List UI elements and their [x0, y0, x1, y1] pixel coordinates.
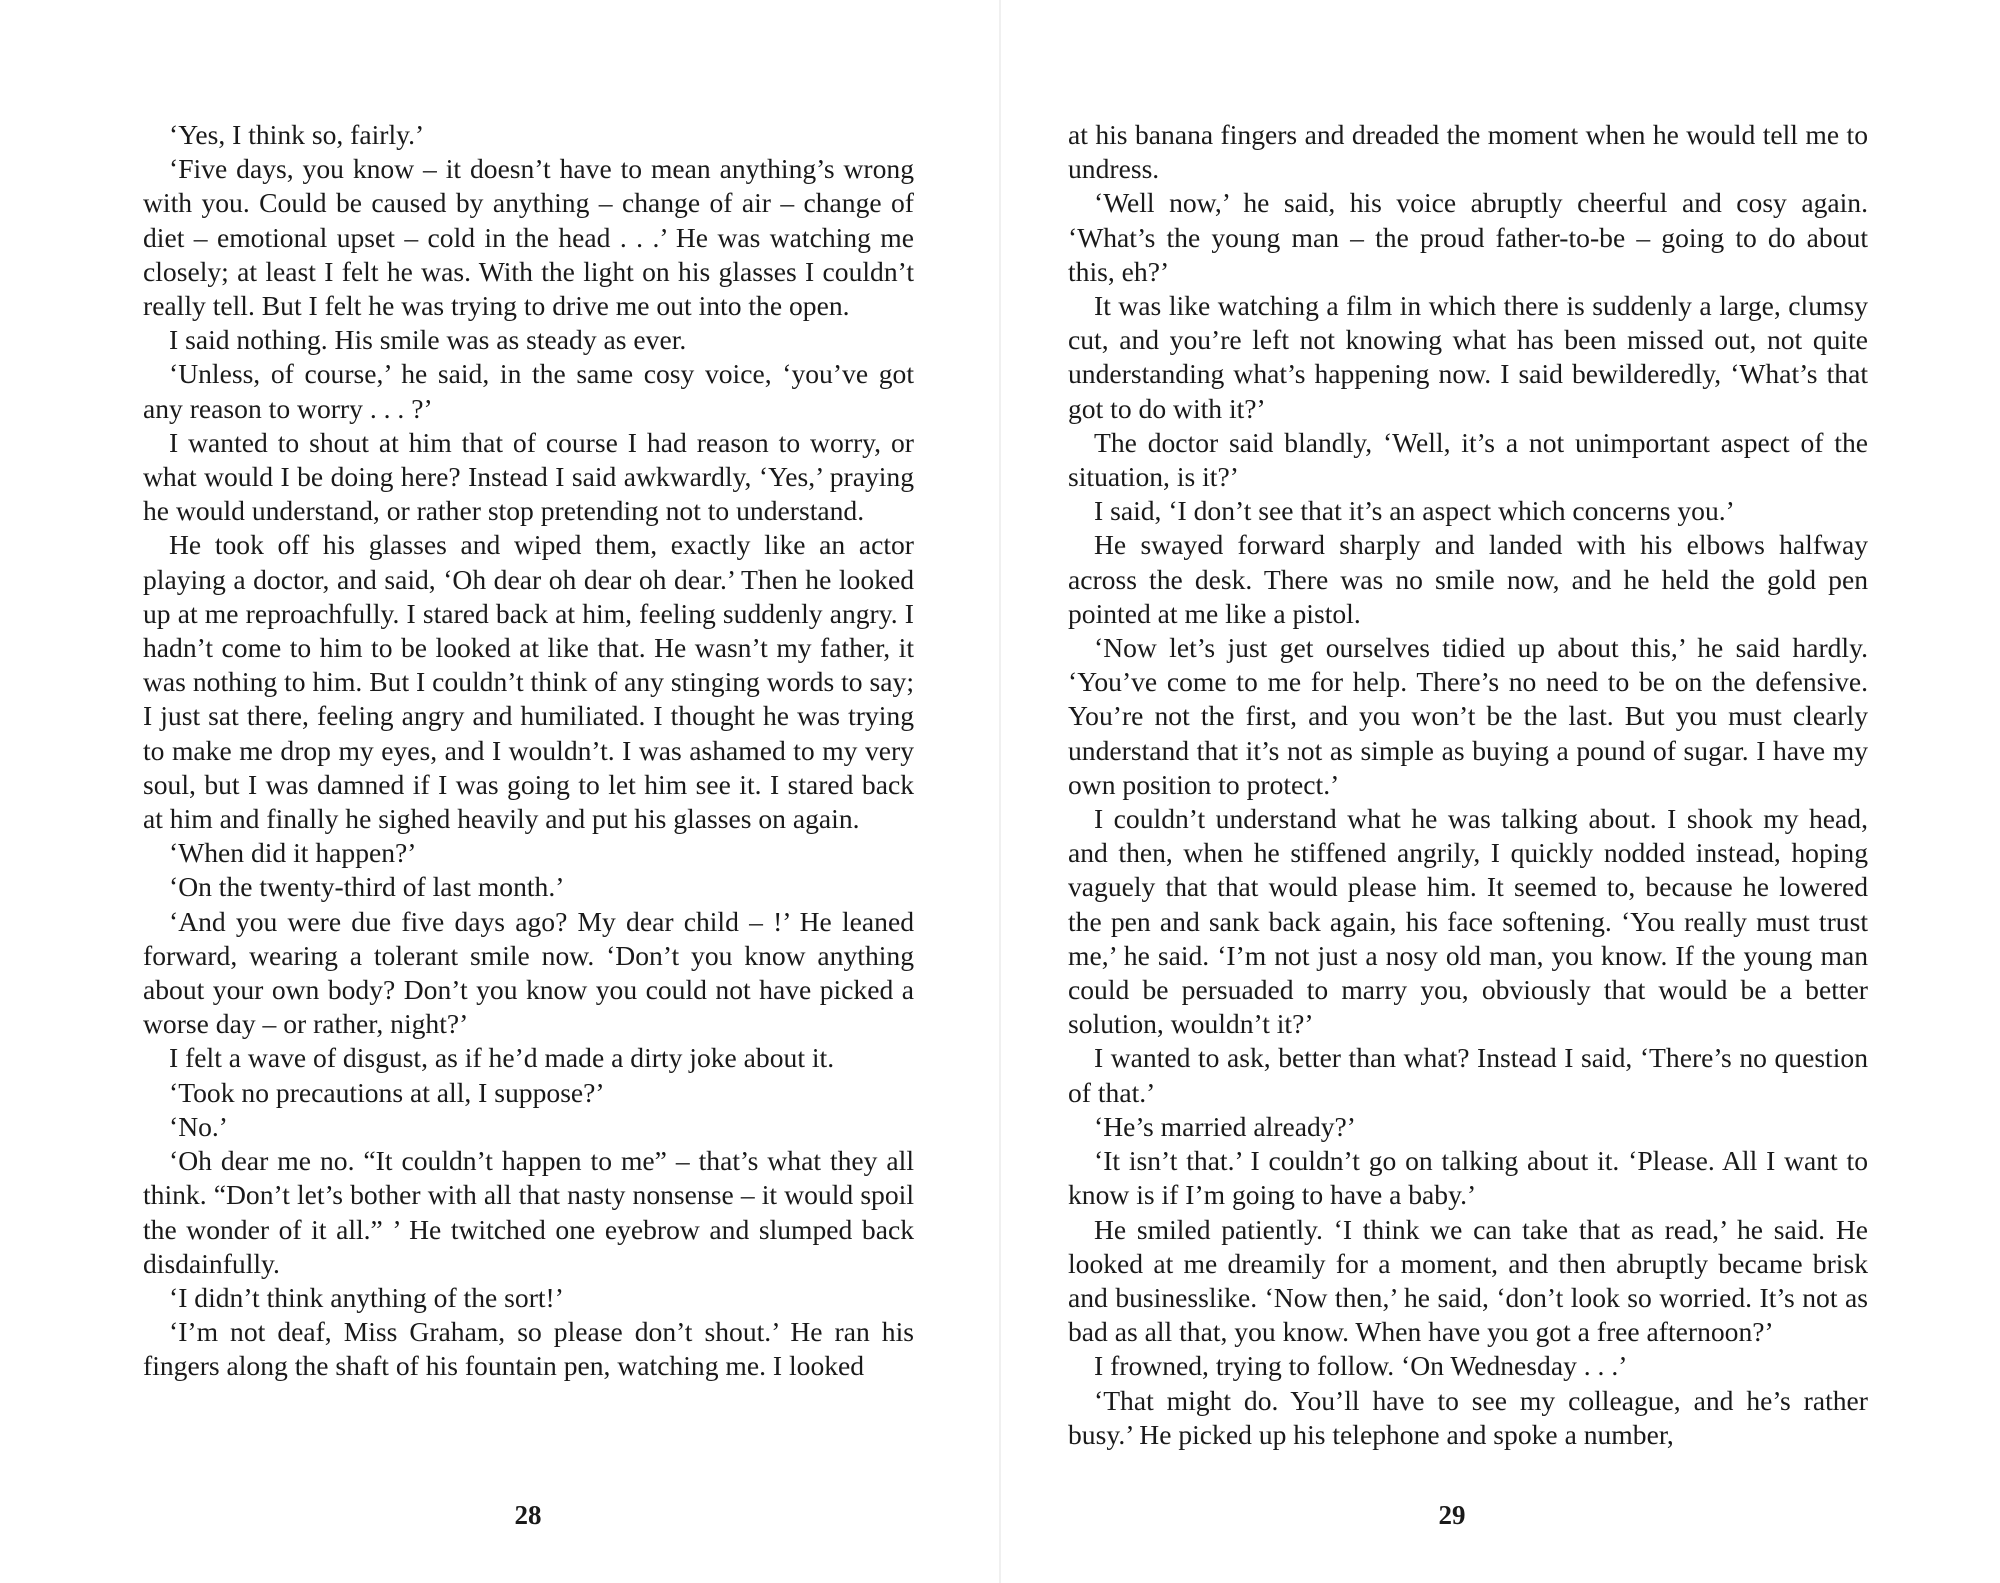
paragraph: ‘No.’ [169, 1110, 229, 1142]
paragraph: ‘Now let’s just get ourselves tidied up about this,’ he said hardly. ‘You’ve come to me for help. There’s no need to be on the defensive. You’re not the first, and you won’t be the last. But you must clearly understand that it’s not as simple as buying a pound of sugar. I have my own position to protect.’ [1068, 632, 1868, 800]
right-page-text [1068, 118, 1868, 1452]
paragraph: It was like watching a film in which there is suddenly a large, clumsy cut, and you’re left not knowing what has been missed out, not quite understanding what’s happening now. I said bewilderedly, ‘What’s that got to do with it?’ [1068, 290, 1868, 424]
paragraph: ‘That might do. You’ll have to see my colleague, and he’s rather busy.’ He picked up his telephone and spoke a number, [1068, 1384, 1868, 1450]
page-number-left: 28 [514, 1500, 542, 1530]
paragraph: ‘On the twenty-third of last month.’ [169, 871, 565, 903]
paragraph: I said nothing. His smile was as steady as ever. [169, 324, 687, 356]
paragraph: ‘I didn’t think anything of the sort!’ [169, 1281, 564, 1313]
paragraph: He swayed forward sharply and landed with his elbows halfway across the desk. There was no smile now, and he held the gold pen pointed at me like a pistol. [1068, 529, 1868, 629]
paragraph: I wanted to ask, better than what? Instead I said, ‘There’s no question of that.’ [1068, 1042, 1868, 1108]
paragraph: I couldn’t understand what he was talking about. I shook my head, and then, when he stiffened angrily, I quickly nodded instead, hoping vaguely that that would please him. It seemed to, because he lowered the pen and sank back again, his face softening. ‘You really must trust me,’ he said. ‘I’m not just a nosy old man, you know. If the young man could be persuaded to marry you, obviously that would be a better solution, wouldn’t it?’ [1068, 803, 1868, 1040]
paragraph: He smiled patiently. ‘I think we can take that as read,’ he said. He looked at me dreamily for a moment, and then abruptly became brisk and businesslike. ‘Now then,’ he said, ‘don’t look so worried. It’s not as bad as all that, you know. When have you got a free afternoon?’ [1068, 1213, 1868, 1348]
paragraph: He took off his glasses and wiped them, exactly like an actor playing a doctor, and said, ‘Oh dear oh dear oh dear.’ Then he looked up at me reproachfully. I stared back at him, feeling suddenly angry. I hadn’t come to him to be looked at like that. He wasn’t my father, it was nothing to him. But I couldn’t think of any stinging words to say; I just sat there, feeling angry and humiliated. I thought he was trying to make me drop my eyes, and I wouldn’t. I was ashamed to my very soul, but I was damned if I was going to let him see it. I stared back at him and finally he sighed heavily and put his glasses on again. [143, 529, 914, 835]
paragraph: ‘It isn’t that.’ I couldn’t go on talking about it. ‘Please. All I want to know is if I’m going to have a baby.’ [1068, 1145, 1868, 1211]
paragraph: ‘He’s married already?’ [1094, 1110, 1356, 1142]
paragraph: ‘Five days, you know – it doesn’t have to mean anything’s wrong with you. Could be caused by anything – change of air – change of diet – emotional upset – cold in the head . . .’ He was watching me closely; at least I felt he was. With the light on his glasses I couldn’t really tell. But I felt he was trying to drive me out into the open. [143, 153, 914, 322]
paragraph: I said, ‘I don’t see that it’s an aspect which concerns you.’ [1094, 495, 1735, 527]
paragraph: ‘Took no precautions at all, I suppose?’ [169, 1076, 605, 1108]
paragraph: ‘Unless, of course,’ he said, in the same cosy voice, ‘you’ve got any reason to worry . . . ?’ [143, 358, 914, 424]
paragraph: ‘Well now,’ he said, his voice abruptly cheerful and cosy again. ‘What’s the young man – the proud father-to-be – going to do about this, eh?’ [1068, 187, 1868, 287]
paragraph: ‘Yes, I think so, fairly.’ [169, 119, 425, 150]
right-page [1000, 0, 2000, 1583]
paragraph-continued: at his banana fingers and dreaded the moment when he would tell me to undress. [1068, 119, 1868, 185]
paragraph: ‘When did it happen?’ [169, 837, 417, 869]
paragraph: ‘I’m not deaf, Miss Graham, so please don’t shout.’ He ran his fingers along the shaft of his fountain pen, watching me. I looked [143, 1316, 914, 1382]
left-page-text [143, 118, 914, 1384]
page-number-right: 29 [1438, 1500, 1466, 1530]
paragraph: The doctor said blandly, ‘Well, it’s a not unimportant aspect of the situation, is it?’ [1068, 426, 1868, 493]
paragraph: ‘Oh dear me no. “It couldn’t happen to me” – that’s what they all think. “Don’t let’s bother with all that nasty nonsense – it would spoil the wonder of it all.” ’ He twitched one eyebrow and slumped back disdainfully. [143, 1145, 914, 1279]
paragraph: I felt a wave of disgust, as if he’d made a dirty joke about it. [169, 1042, 835, 1074]
paragraph: I wanted to shout at him that of course I had reason to worry, or what would I be doing here? Instead I said awkwardly, ‘Yes,’ praying he would understand, or rather stop pretending not to understand. [143, 426, 914, 527]
paragraph: I frowned, trying to follow. ‘On Wednesday . . .’ [1094, 1350, 1628, 1382]
paragraph: ‘And you were due five days ago? My dear child – !’ He leaned forward, wearing a tolerant smile now. ‘Don’t you know anything about your own body? Don’t you know you could not have picked a worse day – or rather, night?’ [143, 905, 914, 1040]
